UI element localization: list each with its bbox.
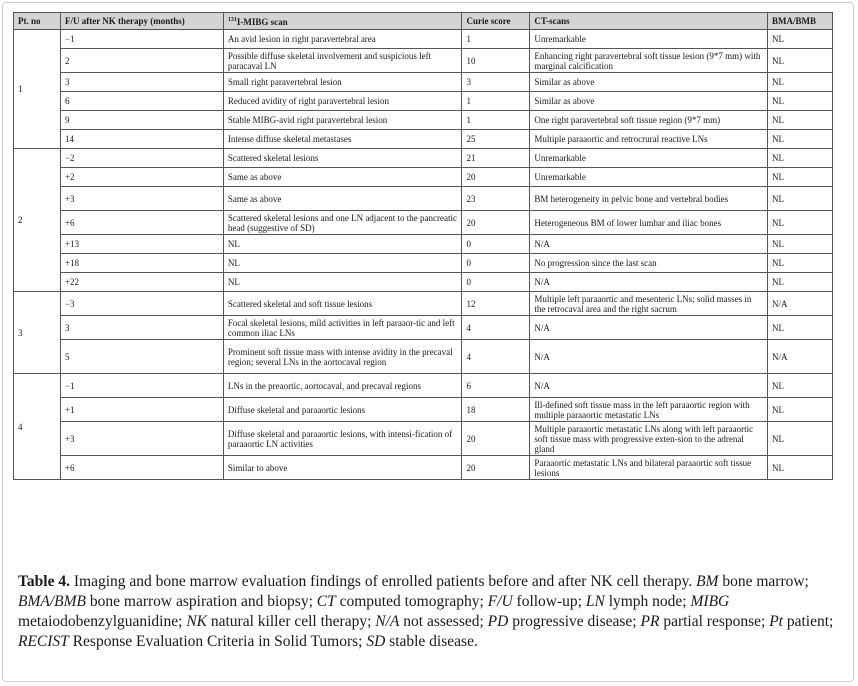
cell-curie-score: 3 (462, 73, 530, 92)
caption-text-run: bone marrow; (718, 573, 809, 590)
cell-bma-bmb: NL (767, 49, 832, 73)
cell-mibg-scan: Same as above (223, 187, 462, 211)
caption-text-run: patient; (782, 613, 834, 630)
header-ct-scans: CT-scans (530, 13, 768, 30)
cell-curie-score: 20 (462, 211, 530, 235)
cell-mibg-scan: Diffuse skeletal and paraaortic lesions, with intensi-fication of paraaortic LN activities (223, 422, 462, 456)
cell-curie-score: 18 (462, 398, 530, 422)
cell-mibg-scan: Possible diffuse skeletal involvement and suspicious left paracaval LN (223, 49, 462, 73)
caption-text-run: not assessed; (399, 613, 488, 630)
cell-mibg-scan: Reduced avidity of right paravertebral lesion (223, 92, 462, 111)
cell-ct-scan: Heterogeneous BM of lower lumbar and iliac bones (530, 211, 768, 235)
table-row (14, 456, 833, 480)
caption-text-run: progressive disease; (508, 613, 641, 630)
cell-bma-bmb: N/A (767, 292, 832, 316)
cell-follow-up: +2 (60, 168, 223, 187)
cell-curie-score: 4 (462, 316, 530, 340)
cell-mibg-scan: Focal skeletal lesions, mild activities in left paraaor-tic and left common iliac LNs (223, 316, 462, 340)
cell-bma-bmb: NL (767, 130, 832, 149)
cell-curie-score: 0 (462, 273, 530, 292)
table-row (14, 92, 833, 111)
table-row (14, 211, 833, 235)
table-row (14, 235, 833, 254)
caption-abbreviation: PR (640, 613, 660, 630)
cell-bma-bmb: NL (767, 73, 832, 92)
header-curie-score: Curie score (462, 13, 530, 30)
cell-follow-up: −2 (60, 149, 223, 168)
cell-ct-scan: Multiple paraaortic and retrocrural reactive LNs (530, 130, 768, 149)
cell-mibg-scan: NL (223, 235, 462, 254)
table-row (14, 254, 833, 273)
cell-curie-score: 20 (462, 422, 530, 456)
cell-follow-up: +1 (60, 398, 223, 422)
caption-text-run: computed tomography; (335, 593, 488, 610)
header-mibg-scan (223, 13, 462, 30)
findings-table (13, 12, 833, 480)
cell-bma-bmb: NL (767, 374, 832, 398)
cell-ct-scan: Enhancing right paravertebral soft tissue lesion (9*7 mm) with marginal calcification (530, 49, 768, 73)
cell-bma-bmb: NL (767, 30, 832, 49)
cell-ct-scan: Ill-defined soft tissue mass in the left paraaortic region with multiple paraaortic metastatic LNs (530, 398, 768, 422)
cell-ct-scan: Unremarkable (530, 30, 768, 49)
caption-text-run: natural killer cell therapy; (207, 613, 376, 630)
table-row (14, 73, 833, 92)
caption-abbreviation: NK (186, 613, 207, 630)
cell-mibg-scan: Intense diffuse skeletal metastases (223, 130, 462, 149)
cell-bma-bmb: NL (767, 92, 832, 111)
cell-bma-bmb: NL (767, 211, 832, 235)
cell-curie-score: 10 (462, 49, 530, 73)
cell-ct-scan: Multiple left paraaortic and mesenteric LNs; solid masses in the retrocaval area and the right sacrum (530, 292, 768, 316)
caption-abbreviation: SD (366, 633, 386, 650)
header-pt-no: Pt. no (14, 13, 61, 30)
cell-bma-bmb: NL (767, 187, 832, 211)
caption-label: Table 4. (18, 573, 70, 590)
caption-text-run: bone marrow aspiration and biopsy; (86, 593, 317, 610)
cell-patient-no: 2 (14, 149, 61, 292)
table-row (14, 292, 833, 316)
cell-ct-scan: N/A (530, 340, 768, 374)
cell-follow-up: +3 (60, 187, 223, 211)
table-row (14, 316, 833, 340)
caption-abbreviation: BMA/BMB (18, 593, 87, 610)
cell-bma-bmb: NL (767, 168, 832, 187)
cell-patient-no: 3 (14, 292, 61, 374)
cell-patient-no: 4 (14, 374, 61, 480)
cell-curie-score: 21 (462, 149, 530, 168)
cell-ct-scan: N/A (530, 316, 768, 340)
cell-mibg-scan: LNs in the preaortic, aortocaval, and precaval regions (223, 374, 462, 398)
cell-follow-up: 6 (60, 92, 223, 111)
cell-follow-up: +3 (60, 422, 223, 456)
header-bma-bmb: BMA/BMB (767, 13, 832, 30)
cell-curie-score: 1 (462, 30, 530, 49)
caption-text-run: Imaging and bone marrow evaluation findings of enrolled patients before and after NK cell therapy. (69, 573, 697, 590)
caption-abbreviation: BM (696, 573, 719, 590)
table-row (14, 340, 833, 374)
table-caption (18, 572, 838, 652)
cell-ct-scan: Unremarkable (530, 149, 768, 168)
cell-ct-scan: Paraaortic metastatic LNs and bilateral paraaortic soft tissue lesions (530, 456, 768, 480)
cell-follow-up: +18 (60, 254, 223, 273)
cell-mibg-scan: Diffuse skeletal and paraaortic lesions (223, 398, 462, 422)
cell-mibg-scan: Small right paravertebral lesion (223, 73, 462, 92)
table-row (14, 374, 833, 398)
cell-curie-score: 20 (462, 168, 530, 187)
cell-follow-up: 2 (60, 49, 223, 73)
caption-text-run: lymph node; (604, 593, 691, 610)
cell-bma-bmb: NL (767, 422, 832, 456)
cell-ct-scan: N/A (530, 273, 768, 292)
caption-abbreviation: RECIST (18, 633, 69, 650)
caption-text-run: partial response; (659, 613, 770, 630)
header-row (14, 13, 833, 30)
cell-bma-bmb: N/A (767, 340, 832, 374)
cell-mibg-scan: Scattered skeletal lesions and one LN adjacent to the pancreatic head (suggestive of SD) (223, 211, 462, 235)
cell-curie-score: 6 (462, 374, 530, 398)
caption-text-run: follow-up; (512, 593, 586, 610)
cell-curie-score: 0 (462, 254, 530, 273)
caption-text-run: Response Evaluation Criteria in Solid Tumors; (68, 633, 367, 650)
caption-abbreviation: N/A (375, 613, 400, 630)
cell-mibg-scan: Same as above (223, 168, 462, 187)
caption-abbreviation: MIBG (690, 593, 730, 610)
table-row (14, 273, 833, 292)
cell-bma-bmb: NL (767, 254, 832, 273)
cell-follow-up: −3 (60, 292, 223, 316)
cell-follow-up: 5 (60, 340, 223, 374)
cell-ct-scan: N/A (530, 374, 768, 398)
cell-curie-score: 1 (462, 111, 530, 130)
cell-follow-up: −1 (60, 374, 223, 398)
cell-ct-scan: Similar as above (530, 73, 768, 92)
cell-bma-bmb: NL (767, 111, 832, 130)
cell-follow-up: +6 (60, 456, 223, 480)
cell-mibg-scan: NL (223, 273, 462, 292)
cell-curie-score: 4 (462, 340, 530, 374)
cell-patient-no: 1 (14, 30, 61, 149)
cell-follow-up: +13 (60, 235, 223, 254)
cell-curie-score: 25 (462, 130, 530, 149)
header-follow-up: F/U after NK therapy (months) (60, 13, 223, 30)
cell-bma-bmb: NL (767, 398, 832, 422)
cell-mibg-scan: Scattered skeletal lesions (223, 149, 462, 168)
cell-bma-bmb: NL (767, 273, 832, 292)
cell-follow-up: 3 (60, 73, 223, 92)
header-mibg-isotope: 131 (227, 17, 237, 23)
table-row (14, 187, 833, 211)
cell-mibg-scan: Scattered skeletal and soft tissue lesions (223, 292, 462, 316)
cell-mibg-scan: Similar to above (223, 456, 462, 480)
cell-bma-bmb: NL (767, 456, 832, 480)
caption-abbreviation: LN (585, 593, 605, 610)
cell-follow-up: −1 (60, 30, 223, 49)
cell-curie-score: 23 (462, 187, 530, 211)
table-row (14, 168, 833, 187)
caption-text-run: metaiodobenzylguanidine; (18, 613, 187, 630)
cell-follow-up: 9 (60, 111, 223, 130)
cell-mibg-scan: Stable MIBG-avid right paravertebral lesion (223, 111, 462, 130)
cell-curie-score: 20 (462, 456, 530, 480)
table-row (14, 398, 833, 422)
cell-follow-up: 14 (60, 130, 223, 149)
cell-bma-bmb: NL (767, 316, 832, 340)
cell-curie-score: 12 (462, 292, 530, 316)
table-body (14, 30, 833, 480)
table-row (14, 30, 833, 49)
caption-abbreviation: Pt (769, 613, 783, 630)
cell-ct-scan: One right paravertebral soft tissue region (9*7 mm) (530, 111, 768, 130)
table-row (14, 149, 833, 168)
cell-follow-up: +22 (60, 273, 223, 292)
cell-ct-scan: Unremarkable (530, 168, 768, 187)
table-row (14, 111, 833, 130)
cell-ct-scan: Multiple paraaortic metastatic LNs along with left paraaortic soft tissue mass with progressive exten-sion to the adrenal gland (530, 422, 768, 456)
caption-abbreviation: CT (316, 593, 336, 610)
header-mibg-label: I-MIBG scan (236, 17, 288, 27)
cell-follow-up: 3 (60, 316, 223, 340)
cell-mibg-scan: An avid lesion in right paravertebral area (223, 30, 462, 49)
caption-abbreviation: PD (487, 613, 509, 630)
cell-ct-scan: Similar as above (530, 92, 768, 111)
caption-text (18, 573, 833, 650)
table-row (14, 49, 833, 73)
table-row (14, 422, 833, 456)
cell-curie-score: 0 (462, 235, 530, 254)
table-row (14, 130, 833, 149)
cell-ct-scan: N/A (530, 235, 768, 254)
cell-ct-scan: No progression since the last scan (530, 254, 768, 273)
cell-bma-bmb: NL (767, 235, 832, 254)
cell-mibg-scan: NL (223, 254, 462, 273)
cell-mibg-scan: Prominent soft tissue mass with intense avidity in the precaval region; several LNs in the aortocaval region (223, 340, 462, 374)
caption-text-run: stable disease. (385, 633, 478, 650)
cell-follow-up: +6 (60, 211, 223, 235)
cell-bma-bmb: NL (767, 149, 832, 168)
cell-ct-scan: BM heterogeneity in pelvic bone and vertebral bodies (530, 187, 768, 211)
caption-abbreviation: F/U (487, 593, 513, 610)
cell-curie-score: 1 (462, 92, 530, 111)
